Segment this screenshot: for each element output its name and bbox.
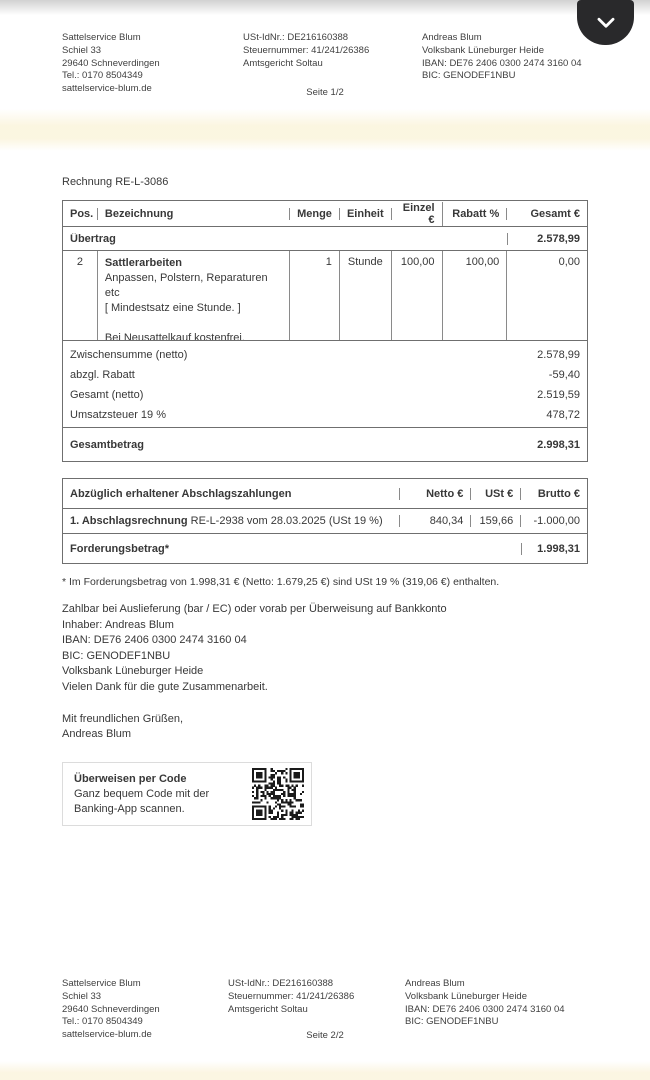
next-page-gap-band <box>0 1061 650 1080</box>
summary-value: 2.578,99 <box>537 349 580 361</box>
claim-total-value: 1.998,31 <box>521 543 587 555</box>
invoice-title: Rechnung RE-L-3086 <box>62 176 169 188</box>
chevron-down-icon <box>593 10 619 36</box>
qr-box-text <box>63 772 252 817</box>
summary-label: Gesamt (netto) <box>70 389 144 401</box>
qr-payment-box <box>62 762 312 826</box>
item-desc-line: [ Mindestsatz eine Stunde. ] <box>104 302 241 314</box>
summary-label: Zwischensumme (netto) <box>70 349 188 361</box>
summary-value: 478,72 <box>546 409 580 421</box>
item-description <box>98 251 290 340</box>
company-street: Schiel 33 <box>62 44 102 56</box>
col-header-ust: USt € <box>471 488 521 500</box>
header-bank-block <box>422 32 582 83</box>
bank-bic: BIC: GENODEF1NBU <box>422 70 516 82</box>
ust-idnr: USt-IdNr.: DE216160388 <box>228 978 334 989</box>
company-web: sattelservice-blum.de <box>62 83 152 95</box>
deduction-row <box>63 509 587 534</box>
carryover-value: 2.578,99 <box>507 233 587 245</box>
bank-bic: BIC: GENODEF1NBU <box>405 1016 499 1028</box>
summary-section <box>63 341 587 427</box>
page-gap-band <box>0 109 650 151</box>
summary-row <box>63 345 587 365</box>
header-tax-block <box>243 32 369 70</box>
item-pos: 2 <box>63 251 98 340</box>
col-header-pos: Pos. <box>63 208 98 220</box>
item-gesamt: 0,00 <box>558 256 580 268</box>
deduction-description <box>63 515 400 527</box>
summary-label: abzgl. Rabatt <box>70 369 135 381</box>
payment-info-block <box>62 602 447 680</box>
items-table <box>62 200 588 462</box>
summary-row <box>63 405 587 425</box>
deduction-name: 1. Abschlagsrechnung <box>70 515 188 527</box>
carryover-row <box>63 227 587 251</box>
bank-name: Volksbank Lüneburger Heide <box>405 990 528 1002</box>
company-city: 29640 Schneverdingen <box>62 1003 160 1015</box>
company-city: 29640 Schneverdingen <box>62 57 160 69</box>
company-name: Sattelservice Blum <box>62 978 141 989</box>
item-einzel: 100,00 <box>392 251 443 340</box>
bank-name: Volksbank Lüneburger Heide <box>422 44 545 56</box>
summary-value: -59,40 <box>548 369 580 381</box>
top-toolbar-shadow <box>0 0 650 15</box>
page-number-2: Seite 2/2 <box>306 1030 344 1041</box>
deduction-netto: 840,34 <box>400 515 472 527</box>
qr-box-title: Überweisen per Code <box>74 772 187 785</box>
summary-value: 2.519,59 <box>537 389 580 401</box>
claim-total-row <box>63 534 587 563</box>
item-rabatt: 100,00 <box>443 251 508 340</box>
qr-code-image <box>252 768 304 820</box>
item-einheit: Stunde <box>340 251 392 340</box>
deduction-brutto: -1.000,00 <box>533 515 580 527</box>
bank-iban: IBAN: DE76 2406 0300 2474 3160 04 <box>405 1003 565 1015</box>
item-name: Sattlerarbeiten <box>104 257 182 269</box>
amtsgericht: Amtsgericht Soltau <box>243 57 323 69</box>
grand-total-value: 2.998,31 <box>537 438 580 451</box>
closing-signature: Andreas Blum <box>62 728 132 740</box>
payment-line: Zahlbar bei Auslieferung (bar / EC) oder vorab per Überweisung auf Bankkonto <box>62 603 447 615</box>
footer-tax-block <box>228 978 354 1016</box>
payment-line: Volksbank Lüneburger Heide <box>62 665 204 678</box>
company-web: sattelservice-blum.de <box>62 1029 152 1041</box>
qr-box-line1: Ganz bequem Code mit der <box>74 787 210 800</box>
carryover-label: Übertrag <box>70 232 116 245</box>
thanks-line: Vielen Dank für die gute Zusammenarbeit. <box>62 681 268 693</box>
summary-label: Umsatzsteuer 19 % <box>70 409 166 421</box>
deduction-detail: RE-L-2938 vom 28.03.2025 (USt 19 %) <box>187 515 383 527</box>
deductions-title: Abzüglich erhaltener Abschlagszahlungen <box>63 488 400 500</box>
bank-iban: IBAN: DE76 2406 0300 2474 3160 04 <box>422 57 582 69</box>
deduction-ust: 159,66 <box>471 515 521 527</box>
page-number-1: Seite 1/2 <box>306 87 344 98</box>
col-header-menge: Menge <box>290 208 340 220</box>
qr-box-line2: Banking-App scannen. <box>74 802 185 815</box>
bank-owner: Andreas Blum <box>422 32 482 43</box>
company-street: Schiel 33 <box>62 990 102 1002</box>
summary-row <box>63 365 587 385</box>
col-header-einheit: Einheit <box>340 208 392 220</box>
col-header-einzel: Einzel € <box>392 202 443 226</box>
company-name: Sattelservice Blum <box>62 32 141 43</box>
item-desc-line: Anpassen, Polstern, Reparaturen etc <box>104 272 268 299</box>
claim-footnote: * Im Forderungsbetrag von 1.998,31 € (Netto: 1.679,25 €) sind USt 19 % (319,06 €) enthalten. <box>62 576 500 588</box>
items-table-header-row <box>63 201 587 227</box>
grand-total-label: Gesamtbetrag <box>70 438 144 451</box>
collapse-button[interactable] <box>577 0 634 45</box>
item-desc-line <box>105 316 282 331</box>
payment-line: BIC: GENODEF1NBU <box>62 649 171 662</box>
grand-total-row <box>63 427 587 461</box>
steuernummer: Steuernummer: 41/241/26386 <box>228 990 355 1002</box>
company-phone: Tel.: 0170 8504349 <box>62 1016 143 1028</box>
claim-total-label: Forderungsbetrag* <box>70 542 170 555</box>
company-phone: Tel.: 0170 8504349 <box>62 70 143 82</box>
payment-line: IBAN: DE76 2406 0300 2474 3160 04 <box>62 634 247 647</box>
item-row <box>63 251 587 341</box>
steuernummer: Steuernummer: 41/241/26386 <box>243 44 370 56</box>
amtsgericht: Amtsgericht Soltau <box>228 1003 308 1015</box>
ust-idnr: USt-IdNr.: DE216160388 <box>243 32 349 43</box>
bank-owner: Andreas Blum <box>405 978 465 989</box>
col-header-gesamt: Gesamt € <box>530 207 580 220</box>
item-menge: 1 <box>290 251 340 340</box>
col-header-bezeichnung: Bezeichnung <box>98 208 290 220</box>
deductions-table <box>62 478 588 564</box>
closing-block <box>62 712 183 742</box>
item-desc-line: Bei Neusattelkauf kostenfrei. <box>104 332 245 340</box>
summary-row <box>63 385 587 405</box>
col-header-netto: Netto € <box>400 488 472 500</box>
footer-bank-block <box>405 978 565 1029</box>
closing-greeting: Mit freundlichen Grüßen, <box>62 713 184 725</box>
deductions-header-row <box>63 479 587 509</box>
col-header-rabatt: Rabatt % <box>443 208 508 220</box>
col-header-brutto: Brutto € <box>537 487 580 500</box>
payment-line: Inhaber: Andreas Blum <box>62 618 174 631</box>
